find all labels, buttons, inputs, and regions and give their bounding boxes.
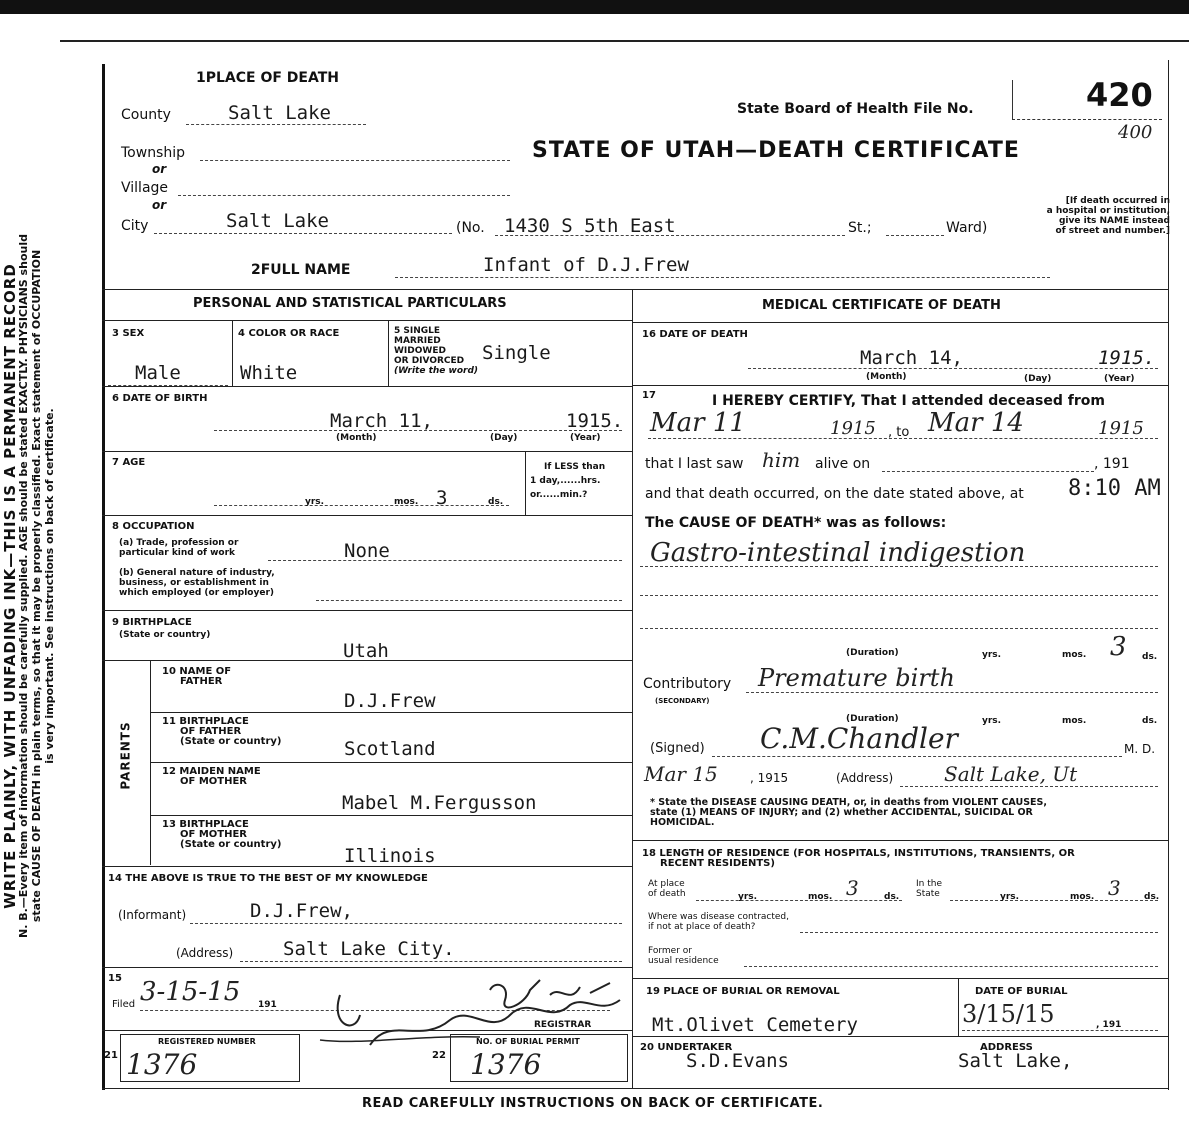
dod-year-label: (Year) <box>1104 374 1135 384</box>
city-line <box>154 233 452 234</box>
file-no-label: State Board of Health File No. <box>737 101 974 117</box>
contracted-line <box>800 932 1158 933</box>
informant-value: D.J.Frew, <box>250 900 353 922</box>
filed-number: 15 <box>108 973 122 984</box>
md-label: M. D. <box>1124 742 1156 756</box>
mother-birthplace-value: Illinois <box>344 845 436 867</box>
cause-line-1 <box>640 566 1158 567</box>
mother-label: 12 MAIDEN NAME OF MOTHER <box>162 766 261 787</box>
cause-footnote: * State the DISEASE CAUSING DEATH, or, in deaths from VIOLENT CAUSES, state (1) MEANS OF INJURY; and (2) whether ACCIDENTAL, SUICIDAL OR HOMICIDAL. <box>650 797 1047 828</box>
residence-label: 18 LENGTH OF RESIDENCE (FOR HOSPITALS, INSTITUTIONS, TRANSIENTS, OR RECENT RESIDENTS) <box>642 848 1075 869</box>
duration-mos-2: mos. <box>1062 716 1087 726</box>
or-1: or <box>152 162 167 176</box>
in-state-line <box>950 900 1158 901</box>
occupation-value: None <box>344 540 390 562</box>
burial-date-value: 3/15/15 <box>962 1000 1055 1028</box>
race-value: White <box>240 362 298 384</box>
race-label: 4 COLOR OR RACE <box>238 328 340 339</box>
last-saw-label: that I last saw <box>645 456 744 472</box>
filed-label: Filed <box>112 999 136 1010</box>
cause-label: The CAUSE OF DEATH* was as follows: <box>645 515 947 531</box>
permit-label: NO. OF BURIAL PERMIT <box>476 1037 580 1046</box>
certificate-title: STATE OF UTAH—DEATH CERTIFICATE <box>532 138 1020 163</box>
signed-line <box>712 756 1122 757</box>
occupation-b-line <box>316 600 622 601</box>
address-value: Salt Lake City. <box>283 938 455 960</box>
alive-on-line <box>882 471 1094 472</box>
cause-line-3 <box>640 628 1158 629</box>
at-place-ds: ds. <box>884 892 900 902</box>
rule-r4 <box>632 978 1168 979</box>
rule-l5 <box>102 610 632 611</box>
burial-label: 19 PLACE OF BURIAL OR REMOVAL <box>646 986 840 997</box>
signed-value: C.M.Chandler <box>760 722 958 755</box>
dod-day-label: (Day) <box>1024 374 1052 384</box>
rule-r5 <box>632 1036 1168 1037</box>
undertaker-address-value: Salt Lake, <box>958 1050 1073 1072</box>
duration-ds-1: ds. <box>1142 652 1158 662</box>
to-date: Mar 14 <box>928 408 1024 438</box>
medical-heading: MEDICAL CERTIFICATE OF DEATH <box>762 298 1001 313</box>
full-name-line <box>395 277 1050 278</box>
at-place-mos-value: 3 <box>846 876 859 900</box>
dob-year-label: (Year) <box>570 433 601 443</box>
signed-year: , 1915 <box>750 771 789 785</box>
sidebar-line-4: is very important. See instructions on back of certificate. <box>43 408 56 764</box>
rule-l9 <box>150 815 632 816</box>
contributory-line <box>746 692 1158 693</box>
or-2: or <box>152 198 167 212</box>
at-place-yrs: yrs. <box>738 892 758 902</box>
rule-l7 <box>150 712 632 713</box>
in-state-label: In the State <box>916 879 942 899</box>
village-label: Village <box>121 180 169 196</box>
true-statement-label: 14 THE ABOVE IS TRUE TO THE BEST OF MY KNOWLEDGE <box>108 873 428 884</box>
sidebar-line-3: state CAUSE OF DEATH in plain terms, so that it may be properly classified. Exact statement of OCCUPATION <box>30 249 43 923</box>
burial-date-line <box>962 1030 1158 1031</box>
age-label: 7 AGE <box>112 457 146 468</box>
occupation-label: 8 OCCUPATION <box>112 521 195 532</box>
father-label: 10 NAME OF FATHER <box>162 666 232 687</box>
dod-label: 16 DATE OF DEATH <box>642 329 748 340</box>
street-no-label: (No. <box>456 220 485 236</box>
dob-year: 1915. <box>566 410 624 432</box>
village-line <box>178 195 510 196</box>
burial-value: Mt.Olivet Cemetery <box>652 1014 858 1036</box>
dod-month-label: (Month) <box>866 372 907 382</box>
dod-month: March 14, <box>860 347 963 369</box>
at-place-label: At place of death <box>648 879 686 899</box>
age-mos-label: mos. <box>394 497 419 507</box>
undertaker-address-label: ADDRESS <box>980 1042 1033 1053</box>
rule-l2 <box>102 386 632 387</box>
in-state-mos-value: 3 <box>1108 876 1121 900</box>
cause-value: Gastro-intestinal indigestion <box>650 538 1026 568</box>
address-line <box>240 961 622 962</box>
filed-year-label: 191 <box>258 1000 277 1010</box>
rule-l6 <box>102 660 632 661</box>
county-label: County <box>121 107 171 123</box>
occurred-label: and that death occurred, on the date stated above, at <box>645 486 1024 502</box>
city-label: City <box>121 218 149 234</box>
in-state-mos: mos. <box>1070 892 1095 902</box>
city-value: Salt Lake <box>226 210 329 232</box>
sidebar-line-1: WRITE PLAINLY, WITH UNFADING INK—THIS IS A PERMANENT RECORD <box>1 263 19 909</box>
age-divider <box>525 451 526 515</box>
age-days: 3 <box>436 487 448 509</box>
age-line <box>214 505 509 506</box>
dob-label: 6 DATE OF BIRTH <box>112 393 208 404</box>
dob-month-label: (Month) <box>336 433 377 443</box>
full-name-value: Infant of D.J.Frew <box>483 254 689 276</box>
duration-label-1: (Duration) <box>846 648 899 658</box>
at-place-line <box>696 900 902 901</box>
rule-l11 <box>102 967 632 968</box>
cause-line-2 <box>640 595 1158 596</box>
rule-r1 <box>632 322 1168 323</box>
alive-year: , 191 <box>1094 456 1130 472</box>
personal-heading: PERSONAL AND STATISTICAL PARTICULARS <box>193 296 507 311</box>
sex-race-divider <box>232 320 233 386</box>
permit-value: 1376 <box>470 1048 542 1081</box>
sex-label: 3 SEX <box>112 328 145 339</box>
duration-yrs-2: yrs. <box>982 716 1002 726</box>
file-no: 420 <box>1086 76 1153 114</box>
permit-number: 22 <box>432 1050 446 1061</box>
frame-left <box>102 64 105 1090</box>
sig-address-label: (Address) <box>836 771 894 785</box>
parents-label: PARENTS <box>118 721 133 790</box>
hospital-note: [If death occurred in a hospital or institution, give its NAME instead of street and number.] <box>1046 196 1170 236</box>
alive-on-label: alive on <box>815 456 871 472</box>
birthplace-sub: (State or country) <box>119 630 211 640</box>
informant-label: (Informant) <box>118 908 187 922</box>
reg-value: 1376 <box>126 1048 198 1081</box>
sig-address-value: Salt Lake, Ut <box>944 762 1078 786</box>
rule-l3 <box>102 451 632 452</box>
sex-value: Male <box>135 362 181 384</box>
occupation-b: (b) General nature of industry, business, or establishment in which employed (or employer) <box>119 568 275 598</box>
contracted-label: Where was disease contracted, if not at place of death? <box>648 912 789 932</box>
ward-label: Ward) <box>946 220 988 236</box>
rule-l12 <box>102 1030 632 1031</box>
rule-r2 <box>632 385 1168 386</box>
rule-l10 <box>102 866 632 867</box>
sig-address-line <box>900 786 1158 787</box>
father-birthplace-value: Scotland <box>344 738 436 760</box>
county-value: Salt Lake <box>228 102 331 124</box>
ward-line <box>886 235 944 236</box>
less-than-note: If LESS than 1 day,......hrs. or......min.? <box>530 462 606 500</box>
from-date: Mar 11 <box>650 408 746 438</box>
informant-line <box>190 923 622 924</box>
cert-text: I HEREBY CERTIFY, That I attended deceased from <box>712 393 1105 409</box>
file-no-handwritten: 400 <box>1118 122 1153 143</box>
rule-l1 <box>102 320 632 321</box>
father-value: D.J.Frew <box>344 690 436 712</box>
from-year: 1915 <box>830 418 876 439</box>
undertaker-label: 20 UNDERTAKER <box>640 1042 733 1053</box>
county-line <box>186 124 366 125</box>
rule-l8 <box>150 762 632 763</box>
mother-birthplace-label: 13 BIRTHPLACE OF MOTHER (State or country) <box>162 819 282 850</box>
rule-bottom <box>102 1088 1168 1089</box>
former-residence-line <box>744 966 1158 967</box>
sidebar-line-2: N. B.—Every item of information should be carefully supplied. AGE should be stated EXACTLY. PHYSICIANS should <box>17 234 30 938</box>
secondary-label: (SECONDARY) <box>655 697 710 705</box>
burial-date-label: DATE OF BURIAL <box>975 986 1068 997</box>
in-state-yrs: yrs. <box>1000 892 1020 902</box>
father-birthplace-label: 11 BIRTHPLACE OF FATHER (State or country) <box>162 716 282 747</box>
duration-days: 3 <box>1110 632 1127 662</box>
duration-yrs-1: yrs. <box>982 650 1002 660</box>
contributory-label: Contributory <box>643 676 732 692</box>
age-ds-label: ds. <box>488 497 504 507</box>
duration-ds-2: ds. <box>1142 716 1158 726</box>
birthplace-value: Utah <box>343 640 389 662</box>
place-of-death-label: 1PLACE OF DEATH <box>196 70 340 86</box>
filed-date: 3-15-15 <box>140 977 241 1007</box>
race-marital-divider <box>388 320 389 386</box>
full-name-label: 2FULL NAME <box>251 262 351 278</box>
rule-r3 <box>632 840 1168 841</box>
burial-divider <box>958 978 959 1036</box>
age-yrs-label: yrs. <box>305 497 325 507</box>
contributory-value: Premature birth <box>758 664 955 692</box>
mother-value: Mabel M.Fergusson <box>342 792 537 814</box>
duration-label-2: (Duration) <box>846 714 899 724</box>
reg-label: REGISTERED NUMBER <box>158 1037 256 1046</box>
occupation-a-line <box>268 560 622 561</box>
rule-l4 <box>102 515 632 516</box>
top-scan-strip <box>60 14 1189 42</box>
dob-day-label: (Day) <box>490 433 518 443</box>
at-place-mos: mos. <box>808 892 833 902</box>
signed-date: Mar 15 <box>644 762 718 786</box>
footer-instructions: READ CAREFULLY INSTRUCTIONS ON BACK OF CERTIFICATE. <box>362 1096 824 1111</box>
duration-mos-1: mos. <box>1062 650 1087 660</box>
time-value: 8:10 AM <box>1068 476 1161 501</box>
st-label: St.; <box>848 220 872 236</box>
burial-year-label: , 191 <box>1096 1020 1122 1030</box>
street-value: 1430 S 5th East <box>504 215 676 237</box>
cert-number: 17 <box>642 390 656 401</box>
birthplace-label: 9 BIRTHPLACE <box>112 617 192 628</box>
township-line <box>200 160 510 161</box>
to-label: , to <box>888 425 910 440</box>
address-label: (Address) <box>176 946 234 960</box>
dob-month: March 11, <box>330 410 433 432</box>
reg-number: 21 <box>104 1050 118 1061</box>
occupation-a: (a) Trade, profession or particular kind of work <box>119 538 239 558</box>
township-label: Township <box>121 145 186 161</box>
him-value: him <box>762 448 801 472</box>
marital-value: Single <box>482 342 551 364</box>
top-scan-edge <box>0 0 1189 14</box>
signed-label: (Signed) <box>650 741 705 756</box>
rule-top <box>102 289 1168 290</box>
marital-labels: 5 SINGLE MARRIED WIDOWED OR DIVORCED (Write the word) <box>394 326 479 376</box>
registrar-label: REGISTRAR <box>534 1020 592 1030</box>
former-residence-label: Former or usual residence <box>648 946 719 966</box>
to-year: 1915 <box>1098 418 1144 439</box>
undertaker-value: S.D.Evans <box>686 1050 789 1072</box>
sidebar-instructions <box>1 86 56 1086</box>
column-divider <box>632 289 633 1089</box>
dod-year: 1915. <box>1098 347 1156 369</box>
in-state-ds: ds. <box>1144 892 1160 902</box>
